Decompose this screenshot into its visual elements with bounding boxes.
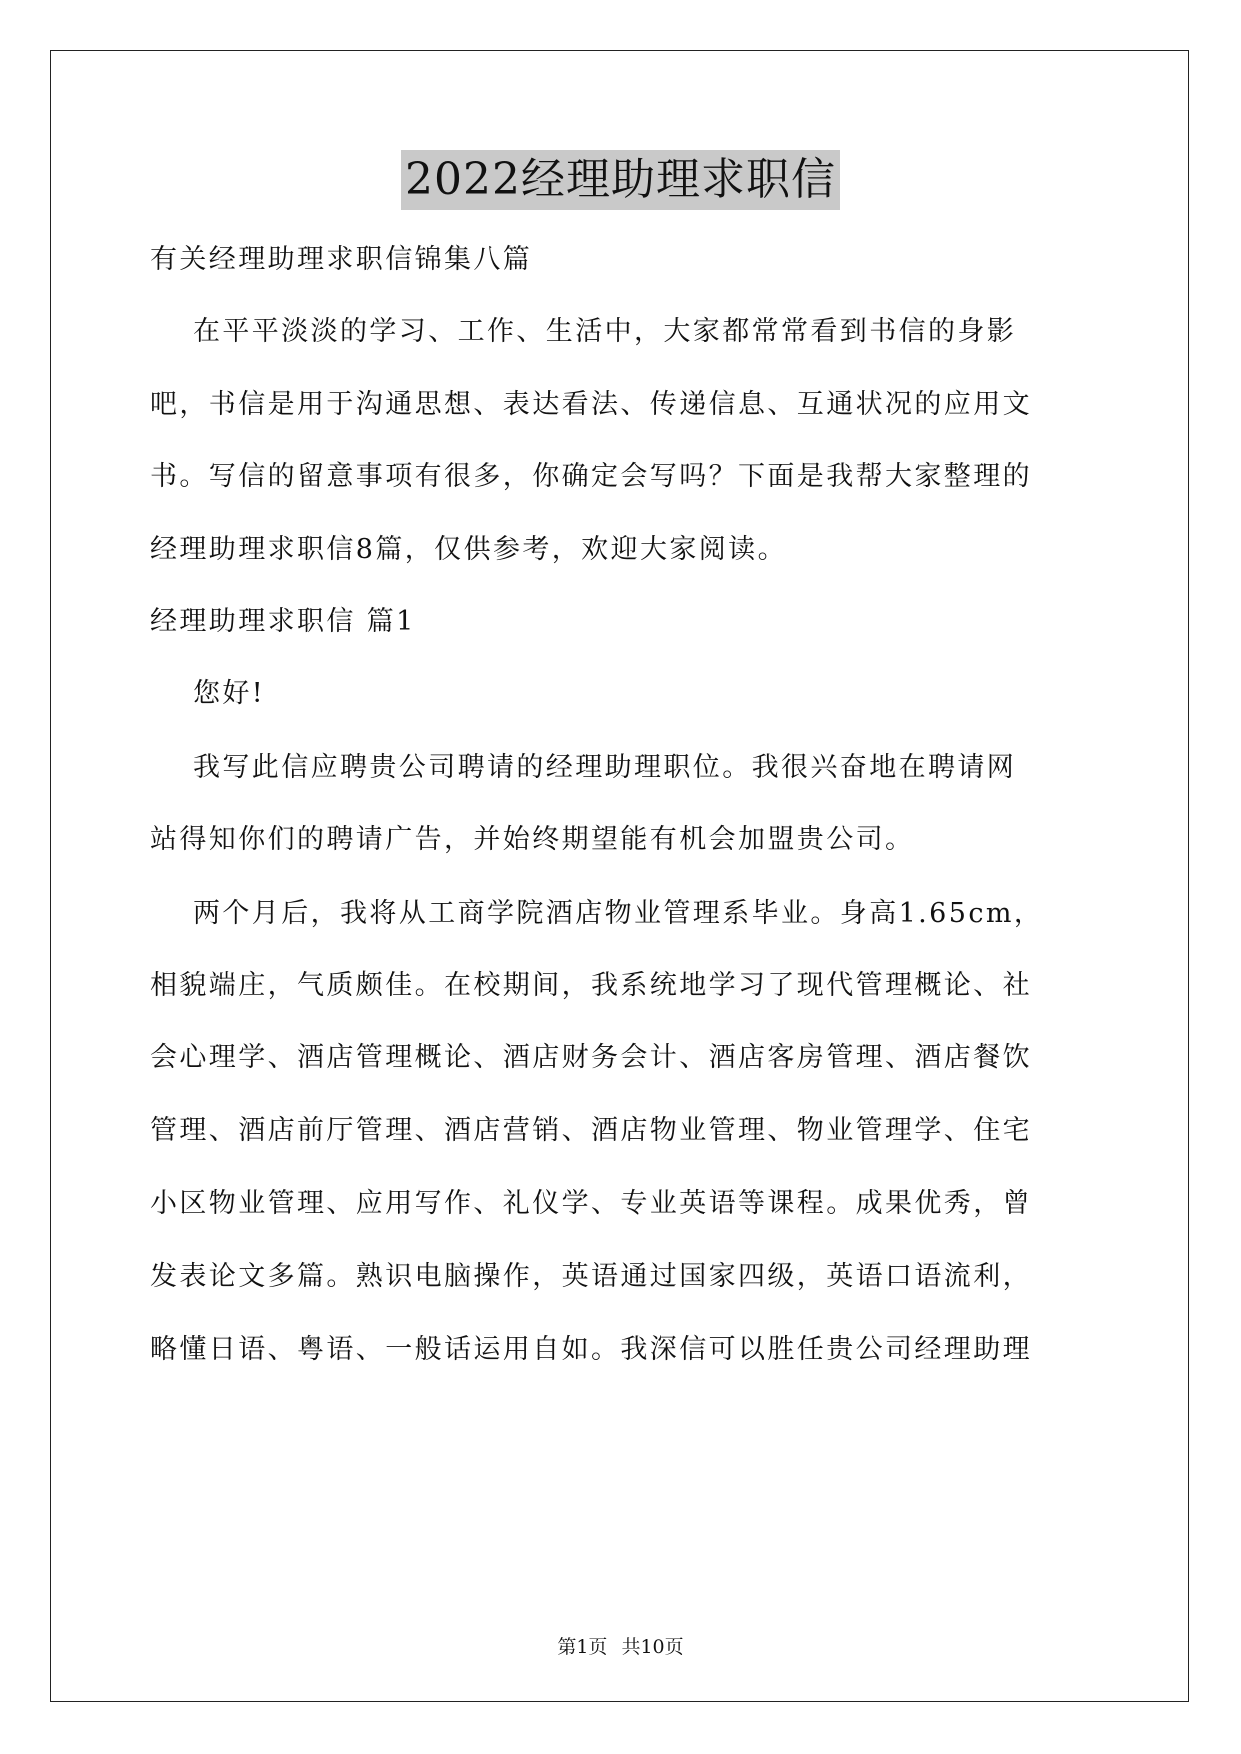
subtitle-line: 有关经理助理求职信锦集八篇 (150, 244, 533, 275)
page-number: 第1页 (557, 1636, 608, 1658)
paragraph-line: 站得知你们的聘请广告，并始终期望能有机会加盟贵公司。 (150, 824, 915, 855)
page-border (50, 50, 1189, 1702)
paragraph-line: 发表论文多篇。熟识电脑操作，英语通过国家四级，英语口语流利， (150, 1261, 1032, 1292)
section-heading: 经理助理求职信 篇1 (150, 606, 416, 637)
paragraph-line: 相貌端庄，气质颇佳。在校期间，我系统地学习了现代管理概论、社 (150, 970, 1032, 1001)
paragraph-line: 吧，书信是用于沟通思想、表达看法、传递信息、互通状况的应用文 (150, 389, 1032, 420)
paragraph-line: 会心理学、酒店管理概论、酒店财务会计、酒店客房管理、酒店餐饮 (150, 1042, 1032, 1073)
page-footer (0, 1632, 1241, 1659)
paragraph-line: 小区物业管理、应用写作、礼仪学、专业英语等课程。成果优秀，曾 (150, 1188, 1032, 1219)
paragraph-line: 管理、酒店前厅管理、酒店营销、酒店物业管理、物业管理学、住宅 (150, 1115, 1032, 1146)
paragraph-line: 略懂日语、粤语、一般话运用自如。我深信可以胜任贵公司经理助理 (150, 1334, 1032, 1365)
greeting-line: 您好! (193, 678, 266, 709)
paragraph-line: 两个月后，我将从工商学院酒店物业管理系毕业。身高1.65cm， (193, 898, 1044, 929)
title-container (0, 150, 1241, 210)
paragraph-line: 经理助理求职信8篇，仅供参考，欢迎大家阅读。 (150, 534, 787, 565)
paragraph-line: 书。写信的留意事项有很多，你确定会写吗？下面是我帮大家整理的 (150, 461, 1032, 492)
paragraph-line: 我写此信应聘贵公司聘请的经理助理职位。我很兴奋地在聘请网 (193, 752, 1017, 783)
document-title: 2022经理助理求职信 (401, 150, 840, 210)
page-total: 共10页 (621, 1636, 684, 1658)
paragraph-line: 在平平淡淡的学习、工作、生活中，大家都常常看到书信的身影 (193, 316, 1017, 347)
